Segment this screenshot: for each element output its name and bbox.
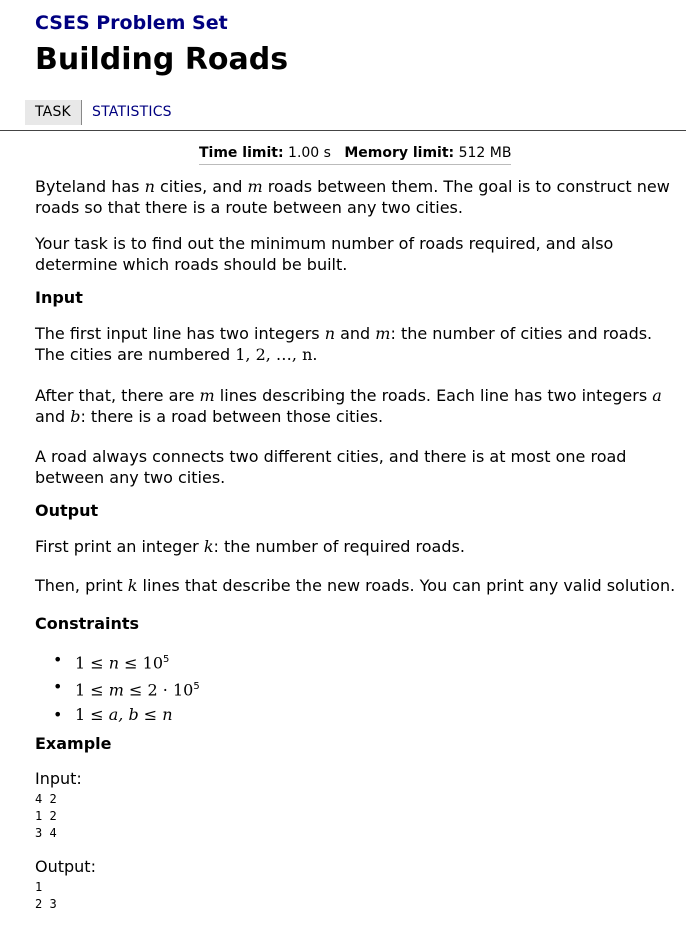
problem-title: Building Roads [35, 42, 289, 77]
constraints-heading: Constraints [35, 614, 140, 633]
memory-limit-value: 512 MB [458, 145, 512, 161]
site-title-link[interactable]: CSES Problem Set [35, 12, 228, 34]
example-output-block: 1 2 3 [35, 880, 57, 911]
constraint-item: • 1 ≤ a, b ≤ n [75, 703, 200, 727]
output-paragraph-2: Then, print k lines that describe the new roads. You can print any valid solution. [35, 576, 676, 595]
constraints-list [35, 648, 200, 727]
time-limit-label: Time limit: [199, 145, 284, 161]
input-paragraph-2: After that, there are m lines describing the roads. Each line has two integers a and b: there is a road between those cities. [35, 386, 662, 426]
constraint-item: • $1 \le n \le 10^5$ [75, 648, 200, 675]
input-paragraph-1: The first input line has two integers n and m: the number of cities and roads. The cities are numbered 1, 2, …, n. [35, 324, 653, 364]
example-input-block: 4 2 1 2 3 4 [35, 792, 57, 840]
memory-limit-label: Memory limit: [344, 145, 455, 161]
example-output-label: Output: [35, 857, 96, 876]
tab-statistics[interactable]: STATISTICS [92, 104, 172, 120]
output-heading: Output [35, 501, 99, 520]
constraint-item: • $1 \le m \le 2 \cdot 10^5$ [75, 675, 200, 702]
input-heading: Input [35, 288, 83, 307]
tab-bar [0, 100, 686, 131]
intro-paragraph: Byteland has n cities, and m roads between them. The goal is to construct new roads so that there is a route between any two cities. [35, 177, 670, 217]
example-heading: Example [35, 734, 112, 753]
example-input-label: Input: [35, 769, 82, 788]
tab-task[interactable]: TASK [25, 100, 82, 125]
input-paragraph-3: A road always connects two different cities, and there is at most one road between any two cities. [35, 447, 627, 487]
task-paragraph: Your task is to find out the minimum number of roads required, and also determine which roads should be built. [35, 234, 614, 274]
output-paragraph-1: First print an integer k: the number of required roads. [35, 537, 465, 556]
limits-bar [199, 145, 511, 165]
time-limit-value: 1.00 s [288, 145, 331, 161]
